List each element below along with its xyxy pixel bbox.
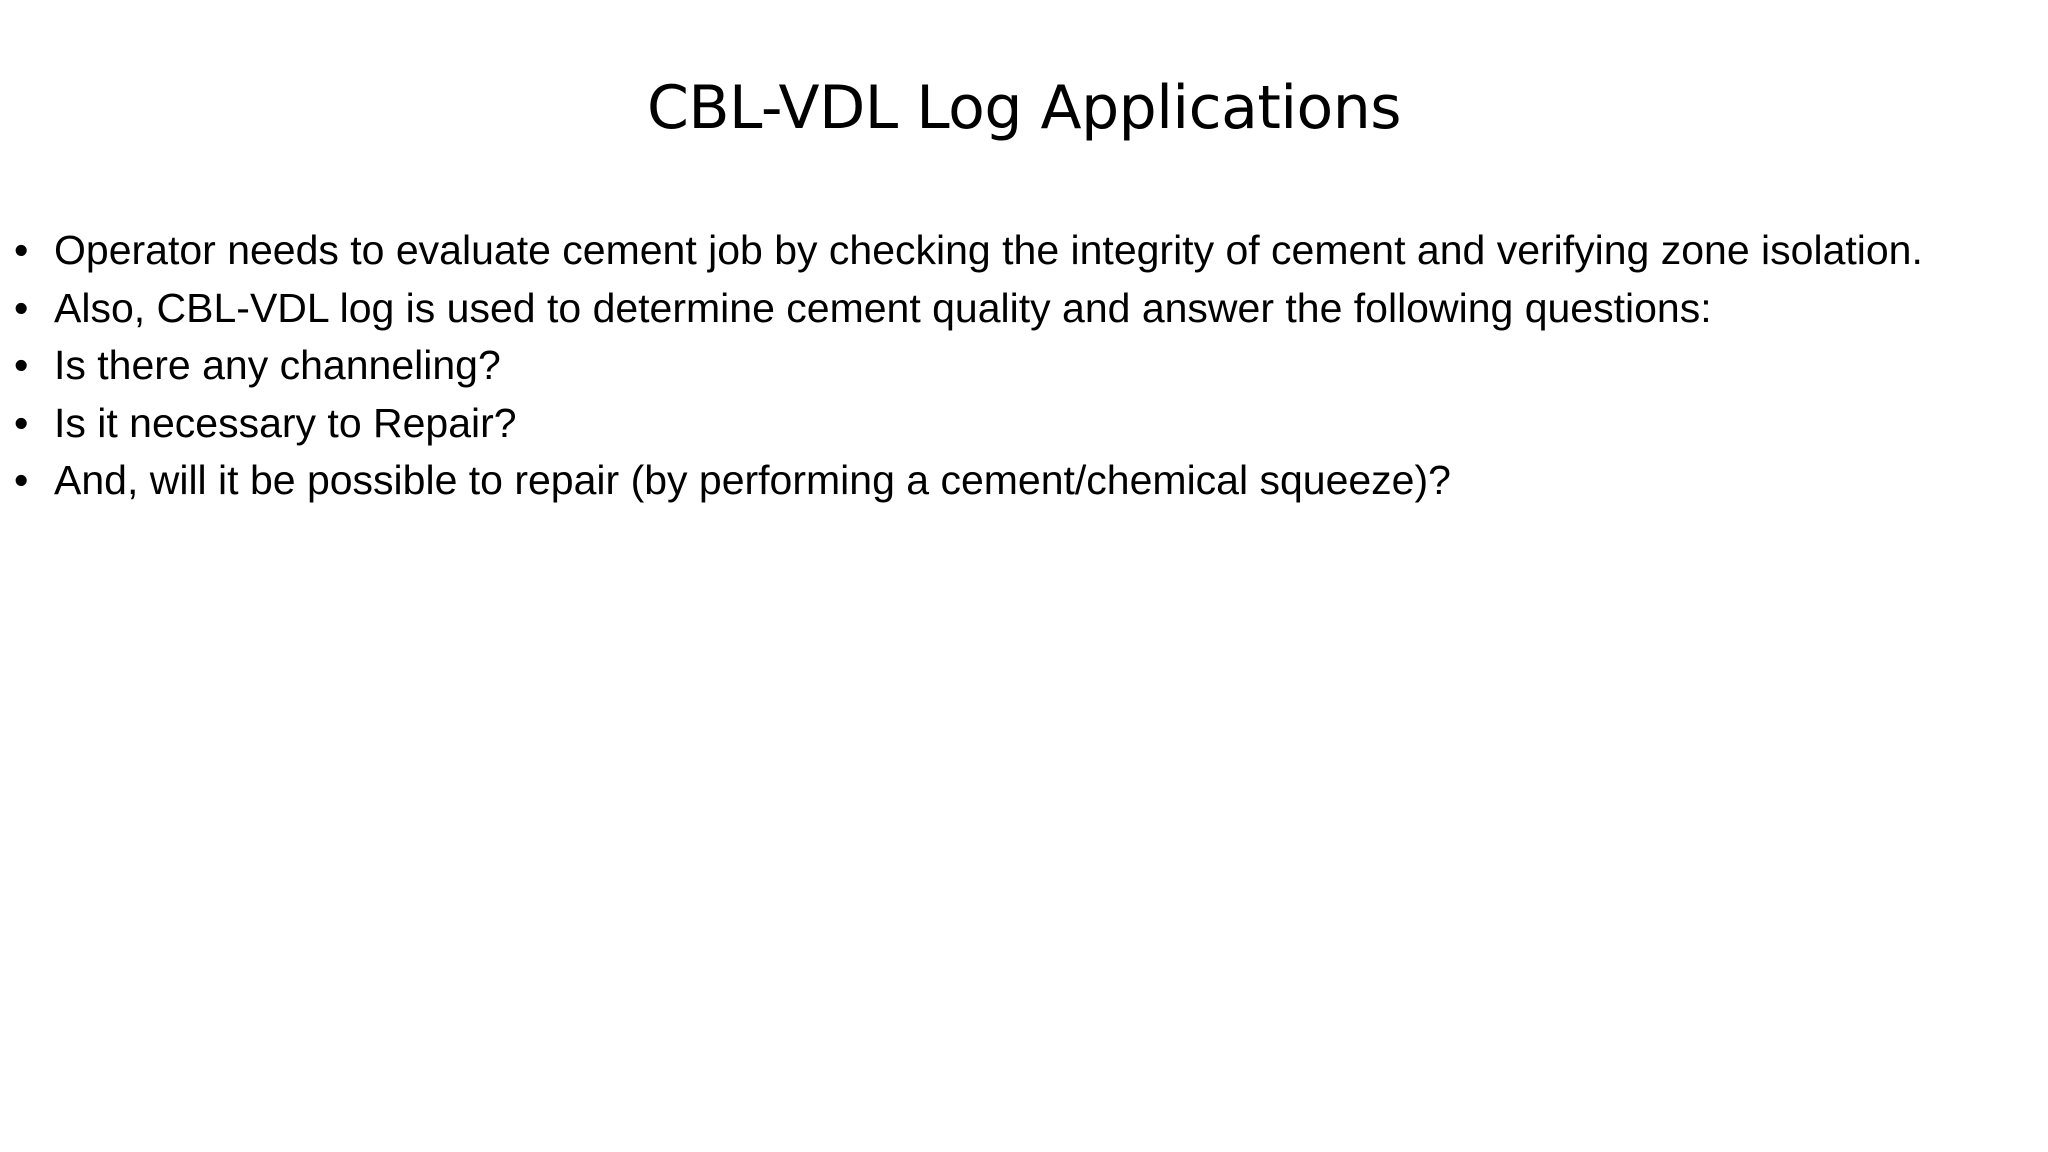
- bullet-icon: •: [14, 457, 29, 503]
- bullet-item: [14, 222, 2034, 280]
- bullet-text: Also, CBL-VDL log is used to determine cement quality and answer the following questions:: [54, 284, 1712, 331]
- bullet-icon: •: [14, 342, 29, 388]
- bullet-text: Is there any channeling?: [54, 342, 501, 388]
- bullet-icon: •: [14, 284, 29, 331]
- bullet-item: [14, 452, 2034, 510]
- bullet-item: [14, 395, 2034, 453]
- bullet-list: [14, 222, 2034, 510]
- slide-title: CBL-VDL Log Applications: [646, 73, 1402, 143]
- bullet-text: Operator needs to evaluate cement job by checking the integrity of cement and verifying zone isolation.: [54, 227, 1923, 273]
- bullet-text: And, will it be possible to repair (by performing a cement/chemical squeeze)?: [54, 457, 1451, 503]
- bullet-text: Is it necessary to Repair?: [54, 399, 517, 446]
- bullet-icon: •: [14, 399, 29, 446]
- bullet-item: [14, 337, 2034, 395]
- bullet-item: [14, 280, 2034, 338]
- bullet-icon: •: [14, 227, 29, 273]
